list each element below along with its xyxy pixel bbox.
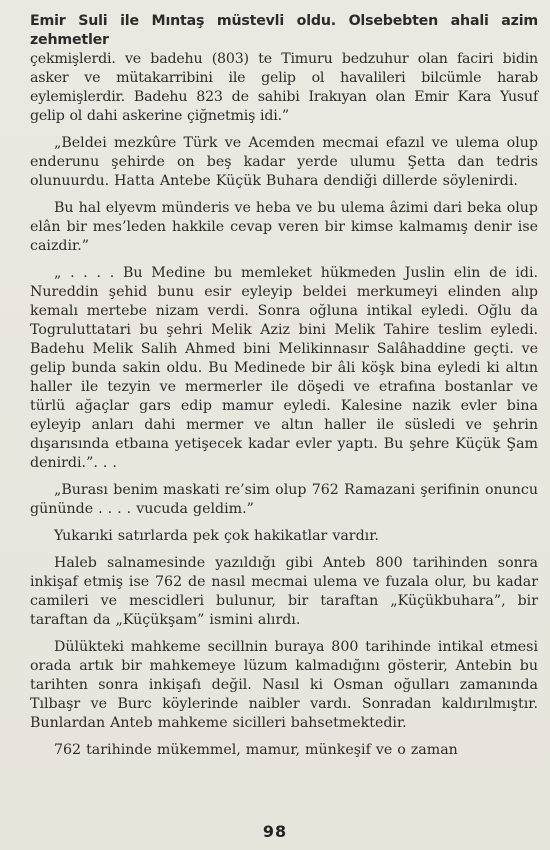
paragraph-5: „Burası benim maskati re’sim olup 762 Ramazani şerifinin onuncu gününde . . . . vucuda geldim.” (30, 482, 538, 517)
document-body (30, 12, 538, 760)
paragraph-8: Dülükteki mahkeme secillnin buraya 800 tarihinde intikal etmesi orada artık bir mahkemeye lüzum kalmadığını gösterir, Antebin bu tarihten sonra inkişafı değil. Nasıl ki Osman oğulları zamanında Tılbaşr ve Burc köylerinde naibler vardı. Sonradan kaldırılmıştır. Bunlardan Anteb mahkeme sicilleri bahsetmektedir. (30, 639, 538, 731)
paragraph-4: „ . . . . Bu Medine bu memleket hükmeden Juslin elin de idi. Nureddin şehid bunu esir eyleyip beldei merkumeyi elinden alıp kemalı mertebe nizam verdi. Sonra oğluna intikal eyledi. Oğlu da Togruluttatari bu şehri Melik Aziz bini Melik Tahire teslim eyledi. Badehu Melik Salih Ahmed bini Melikinnasır Salâhaddine geçti. ve gelip bunda sakin oldu. Bu Medinede bir âli köşk bina eyledi ki altın haller ile tezyin ve mermerler ile döşedi ve etrafına bostanlar ve türlü ağaçlar gars edip mamur eyledi. Kalesine nazik evler bina eyleyip anları dahi mermer ve altın haller ile süsledi ve şehrin dışarısında etbaına yetişecek kadar evler yaptı. Bu şehre Küçük Şam denirdi.”. . . (30, 265, 538, 471)
paragraph-2: „Beldei mezkûre Türk ve Acemden mecmai efazıl ve ulema olup enderunu şehirde on beş kadar yerde ulumu Şetta dan tedris olunuurdu. Hatta Antebe Küçük Buhara dendiği dillerde söylenirdi. (30, 135, 538, 189)
paragraph-1 (30, 12, 538, 126)
paragraph-1-text: çekmişlerdi. ve badehu (803) te Timuru bedzuhur olan faciri bidin asker ve mütakarribini ile gelip ol havalileri bilcümle harab eylemişlerdir. Badehu 823 de sahibi Irakıyan olan Emir Kara Yusuf gelip ol dahi askerine çiğnetmiş idi.” (30, 51, 538, 124)
paragraph-7: Haleb salnamesinde yazıldığı gibi Anteb 800 tarihinden sonra inkişaf etmiş ise 762 de nasıl mecmai ulema ve fuzala olur, bu kadar camileri ve mescidleri bulunur, bir taraftan „Küçükbuhara”, bir taraftan da „Küçükşam” ismini alırdı. (30, 555, 538, 628)
paragraph-6: Yukarıki satırlarda pek çok hakikatlar vardır. (54, 528, 379, 544)
paragraph-3: Bu hal elyevm münderis ve heba ve bu ulema âzimi dari beka olup elân bir mes’leden hakkile cevap veren bir kimse kalmamış denir ise caizdir.” (30, 200, 538, 254)
page-number: 98 (262, 822, 288, 841)
paragraph-9: 762 tarihinde mükemmel, mamur, münkeşif ve o zaman (54, 742, 458, 758)
paragraph-1-lead: Emir Suli ile Mıntaş müstevli oldu. Olsebebten ahali azim zehmetler (30, 13, 538, 48)
